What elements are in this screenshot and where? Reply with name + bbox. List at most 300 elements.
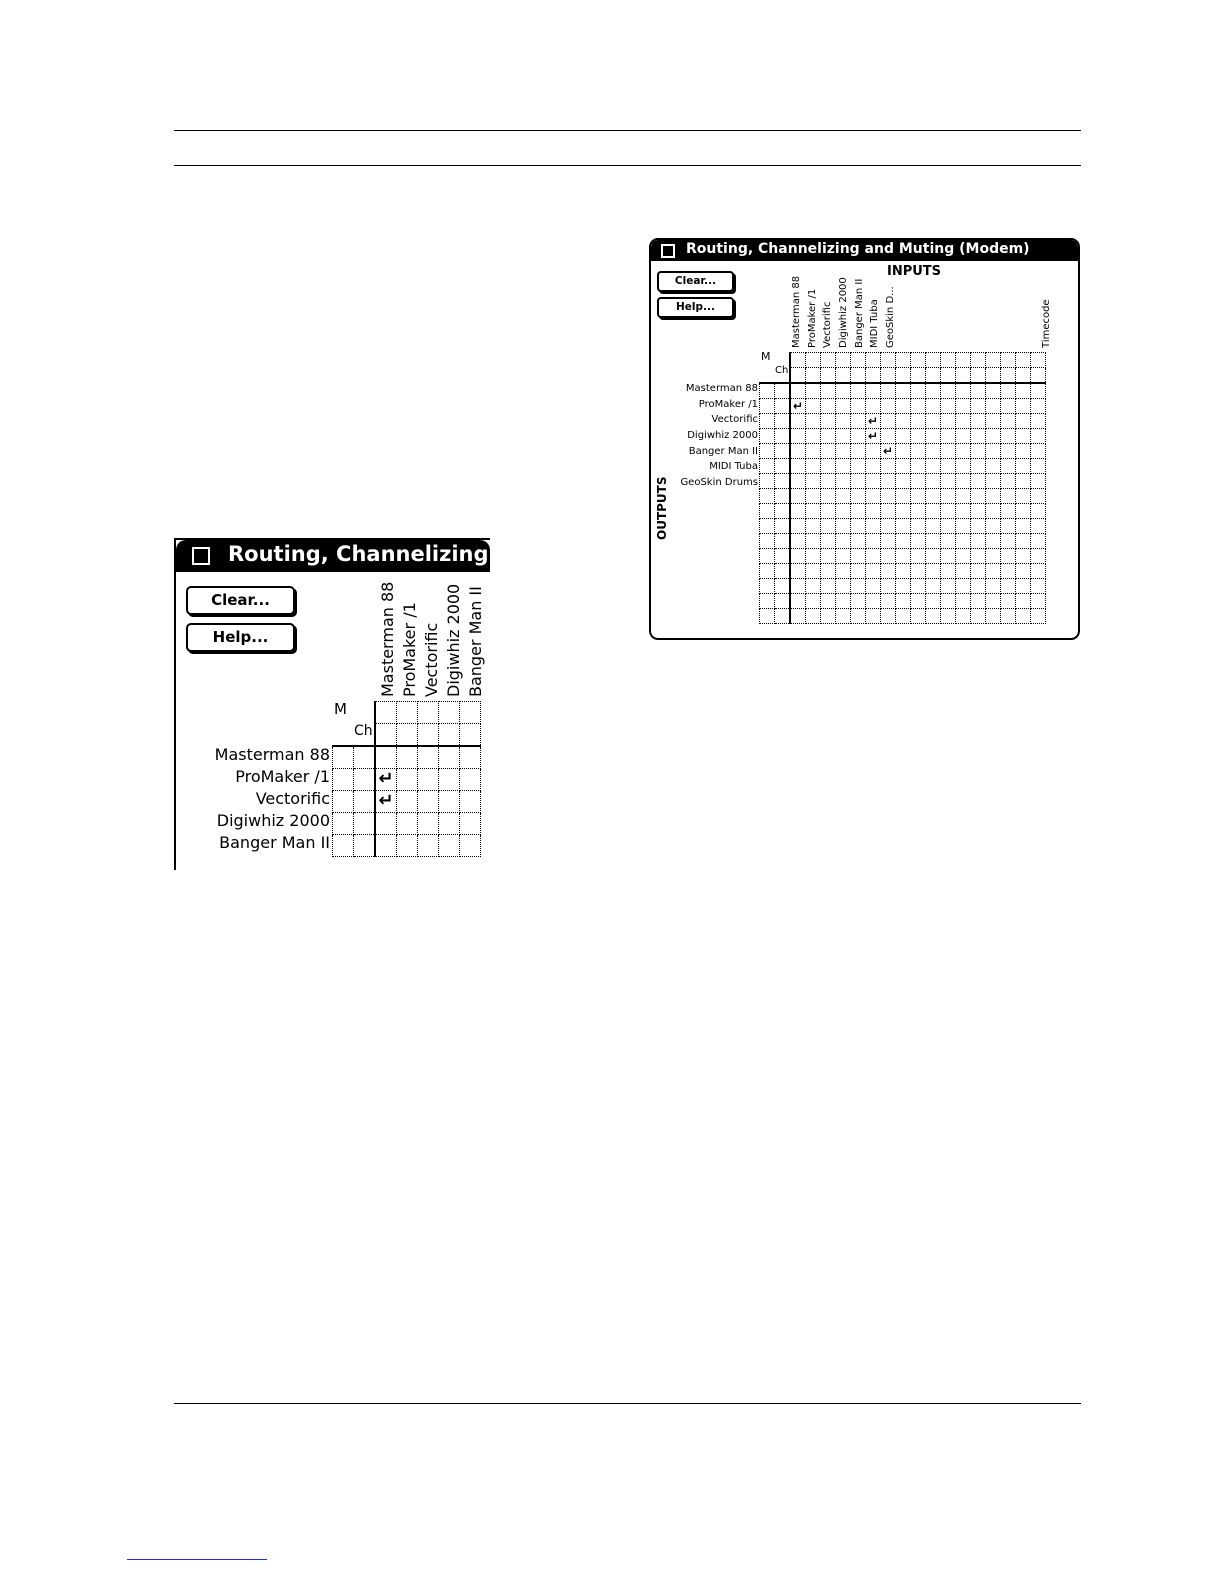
matrix-cell[interactable] (760, 459, 775, 474)
matrix-cell[interactable] (806, 564, 821, 579)
matrix-cell[interactable] (926, 489, 941, 504)
matrix-cell[interactable] (986, 353, 1001, 368)
matrix-cell[interactable] (896, 564, 911, 579)
close-box-icon[interactable] (661, 244, 675, 258)
close-box-icon[interactable] (192, 547, 210, 565)
matrix-cell[interactable] (790, 564, 806, 579)
matrix-cell[interactable] (836, 474, 851, 489)
matrix-cell[interactable] (881, 534, 896, 549)
window-titlebar[interactable] (651, 240, 1078, 261)
matrix-cell[interactable] (1001, 399, 1016, 414)
matrix-cell[interactable] (1031, 353, 1046, 368)
matrix-cell[interactable] (790, 383, 806, 399)
matrix-cell[interactable] (941, 609, 956, 624)
matrix-cell[interactable] (821, 579, 836, 594)
matrix-cell[interactable] (851, 534, 866, 549)
matrix-cell[interactable] (911, 489, 926, 504)
matrix-cell[interactable] (775, 564, 791, 579)
matrix-cell[interactable] (896, 368, 911, 384)
matrix-cell[interactable] (926, 429, 941, 444)
matrix-cell[interactable] (881, 429, 896, 444)
matrix-cell[interactable] (866, 504, 881, 519)
matrix-cell[interactable] (775, 609, 791, 624)
matrix-cell[interactable] (439, 746, 460, 769)
matrix-cell[interactable] (775, 459, 791, 474)
matrix-cell[interactable] (911, 549, 926, 564)
matrix-cell[interactable] (1001, 368, 1016, 384)
matrix-cell[interactable] (790, 399, 806, 414)
matrix-cell[interactable] (375, 791, 397, 813)
matrix-cell[interactable] (439, 791, 460, 813)
matrix-cell[interactable] (926, 383, 941, 399)
matrix-cell[interactable] (354, 835, 376, 857)
matrix-cell[interactable] (1001, 489, 1016, 504)
matrix-cell[interactable] (941, 519, 956, 534)
matrix-cell[interactable] (911, 353, 926, 368)
matrix-cell[interactable] (1016, 534, 1031, 549)
matrix-cell[interactable] (775, 414, 791, 429)
matrix-cell[interactable] (1001, 594, 1016, 609)
matrix-cell[interactable] (896, 579, 911, 594)
matrix-cell[interactable] (971, 429, 986, 444)
matrix-cell[interactable] (926, 474, 941, 489)
matrix-cell[interactable] (1016, 594, 1031, 609)
matrix-cell[interactable] (971, 579, 986, 594)
matrix-cell[interactable] (806, 444, 821, 459)
matrix-cell[interactable] (881, 459, 896, 474)
matrix-cell[interactable] (836, 459, 851, 474)
matrix-cell[interactable] (1031, 399, 1046, 414)
matrix-cell[interactable] (836, 519, 851, 534)
matrix-cell[interactable] (775, 519, 791, 534)
matrix-cell[interactable] (941, 534, 956, 549)
matrix-cell[interactable] (851, 444, 866, 459)
matrix-cell[interactable] (941, 489, 956, 504)
matrix-cell[interactable] (1016, 459, 1031, 474)
matrix-cell[interactable] (821, 399, 836, 414)
matrix-cell[interactable] (1001, 579, 1016, 594)
matrix-cell[interactable] (911, 383, 926, 399)
matrix-cell[interactable] (926, 519, 941, 534)
matrix-cell[interactable] (821, 489, 836, 504)
matrix-cell[interactable] (821, 429, 836, 444)
matrix-cell[interactable] (971, 474, 986, 489)
matrix-cell[interactable] (1016, 549, 1031, 564)
matrix-cell[interactable] (971, 534, 986, 549)
matrix-cell[interactable] (821, 353, 836, 368)
matrix-cell[interactable] (439, 769, 460, 791)
matrix-cell[interactable] (926, 594, 941, 609)
matrix-cell[interactable] (775, 504, 791, 519)
matrix-cell[interactable] (941, 383, 956, 399)
matrix-cell[interactable] (866, 414, 881, 429)
matrix-cell[interactable] (866, 564, 881, 579)
matrix-cell[interactable] (1001, 444, 1016, 459)
matrix-cell[interactable] (460, 746, 481, 769)
matrix-cell[interactable] (1016, 504, 1031, 519)
matrix-cell[interactable] (1001, 564, 1016, 579)
matrix-cell[interactable] (418, 724, 439, 747)
matrix-cell[interactable] (1031, 474, 1046, 489)
matrix-cell[interactable] (866, 549, 881, 564)
matrix-cell[interactable] (354, 746, 376, 769)
matrix-cell[interactable] (806, 383, 821, 399)
matrix-cell[interactable] (775, 474, 791, 489)
matrix-cell[interactable] (986, 399, 1001, 414)
matrix-cell[interactable] (1016, 564, 1031, 579)
matrix-cell[interactable] (986, 519, 1001, 534)
matrix-cell[interactable] (775, 534, 791, 549)
matrix-cell[interactable] (333, 746, 354, 769)
matrix-cell[interactable] (866, 459, 881, 474)
matrix-cell[interactable] (760, 564, 775, 579)
matrix-cell[interactable] (866, 429, 881, 444)
matrix-cell[interactable] (881, 579, 896, 594)
matrix-cell[interactable] (397, 702, 418, 724)
matrix-cell[interactable] (836, 444, 851, 459)
matrix-cell[interactable] (941, 474, 956, 489)
matrix-cell[interactable] (439, 724, 460, 747)
matrix-cell[interactable] (790, 609, 806, 624)
matrix-cell[interactable] (881, 504, 896, 519)
matrix-cell[interactable] (956, 368, 971, 384)
matrix-cell[interactable] (1016, 429, 1031, 444)
matrix-cell[interactable] (986, 564, 1001, 579)
matrix-cell[interactable] (956, 399, 971, 414)
matrix-cell[interactable] (821, 444, 836, 459)
matrix-cell[interactable] (851, 564, 866, 579)
matrix-cell[interactable] (986, 549, 1001, 564)
matrix-cell[interactable] (821, 549, 836, 564)
matrix-cell[interactable] (956, 429, 971, 444)
matrix-cell[interactable] (1031, 519, 1046, 534)
matrix-cell[interactable] (896, 414, 911, 429)
matrix-cell[interactable] (956, 383, 971, 399)
matrix-cell[interactable] (941, 429, 956, 444)
matrix-cell[interactable] (926, 353, 941, 368)
matrix-cell[interactable] (1016, 414, 1031, 429)
matrix-cell[interactable] (397, 769, 418, 791)
matrix-cell[interactable] (941, 549, 956, 564)
matrix-cell[interactable] (866, 474, 881, 489)
matrix-cell[interactable] (418, 746, 439, 769)
matrix-cell[interactable] (986, 534, 1001, 549)
matrix-cell[interactable] (790, 579, 806, 594)
matrix-cell[interactable] (460, 702, 481, 724)
matrix-cell[interactable] (896, 609, 911, 624)
matrix-cell[interactable] (971, 549, 986, 564)
matrix-cell[interactable] (1031, 414, 1046, 429)
matrix-cell[interactable] (926, 444, 941, 459)
matrix-cell[interactable] (460, 791, 481, 813)
matrix-cell[interactable] (866, 594, 881, 609)
matrix-cell[interactable] (375, 769, 397, 791)
matrix-cell[interactable] (790, 444, 806, 459)
matrix-cell[interactable] (397, 791, 418, 813)
matrix-cell[interactable] (941, 579, 956, 594)
matrix-cell[interactable] (926, 459, 941, 474)
matrix-cell[interactable] (971, 399, 986, 414)
matrix-cell[interactable] (836, 579, 851, 594)
matrix-cell[interactable] (460, 813, 481, 835)
matrix-cell[interactable] (851, 489, 866, 504)
matrix-cell[interactable] (1001, 414, 1016, 429)
matrix-cell[interactable] (806, 429, 821, 444)
matrix-cell[interactable] (986, 383, 1001, 399)
matrix-cell[interactable] (439, 835, 460, 857)
matrix-cell[interactable] (775, 489, 791, 504)
matrix-cell[interactable] (821, 368, 836, 384)
clear-button[interactable]: Clear... (657, 271, 734, 292)
matrix-cell[interactable] (333, 813, 354, 835)
matrix-cell[interactable] (836, 383, 851, 399)
matrix-cell[interactable] (851, 353, 866, 368)
matrix-cell[interactable] (760, 444, 775, 459)
matrix-cell[interactable] (821, 594, 836, 609)
matrix-cell[interactable] (971, 353, 986, 368)
matrix-cell[interactable] (926, 368, 941, 384)
matrix-cell[interactable] (911, 579, 926, 594)
matrix-cell[interactable] (956, 579, 971, 594)
matrix-cell[interactable] (790, 594, 806, 609)
matrix-cell[interactable] (986, 414, 1001, 429)
matrix-cell[interactable] (911, 474, 926, 489)
matrix-cell[interactable] (375, 702, 397, 724)
matrix-cell[interactable] (821, 474, 836, 489)
matrix-cell[interactable] (375, 835, 397, 857)
matrix-cell[interactable] (926, 549, 941, 564)
matrix-cell[interactable] (881, 383, 896, 399)
matrix-cell[interactable] (941, 594, 956, 609)
matrix-cell[interactable] (851, 368, 866, 384)
matrix-cell[interactable] (775, 594, 791, 609)
matrix-cell[interactable] (760, 489, 775, 504)
matrix-cell[interactable] (896, 399, 911, 414)
matrix-cell[interactable] (956, 489, 971, 504)
matrix-cell[interactable] (971, 414, 986, 429)
matrix-cell[interactable] (1031, 489, 1046, 504)
matrix-cell[interactable] (806, 579, 821, 594)
matrix-cell[interactable] (1031, 368, 1046, 384)
matrix-cell[interactable] (760, 414, 775, 429)
matrix-cell[interactable] (971, 444, 986, 459)
matrix-cell[interactable] (375, 724, 397, 747)
matrix-cell[interactable] (881, 594, 896, 609)
matrix-cell[interactable] (1001, 609, 1016, 624)
matrix-cell[interactable] (418, 702, 439, 724)
matrix-cell[interactable] (821, 414, 836, 429)
matrix-cell[interactable] (896, 353, 911, 368)
matrix-cell[interactable] (354, 769, 376, 791)
matrix-cell[interactable] (956, 594, 971, 609)
matrix-cell[interactable] (806, 414, 821, 429)
matrix-cell[interactable] (851, 594, 866, 609)
matrix-cell[interactable] (986, 368, 1001, 384)
matrix-cell[interactable] (956, 459, 971, 474)
matrix-cell[interactable] (941, 564, 956, 579)
matrix-cell[interactable] (926, 609, 941, 624)
matrix-cell[interactable] (881, 564, 896, 579)
matrix-cell[interactable] (821, 609, 836, 624)
matrix-cell[interactable] (836, 489, 851, 504)
matrix-cell[interactable] (836, 429, 851, 444)
matrix-cell[interactable] (821, 564, 836, 579)
matrix-cell[interactable] (941, 414, 956, 429)
matrix-cell[interactable] (1031, 429, 1046, 444)
matrix-cell[interactable] (881, 444, 896, 459)
matrix-cell[interactable] (1016, 609, 1031, 624)
matrix-cell[interactable] (836, 549, 851, 564)
matrix-cell[interactable] (806, 519, 821, 534)
matrix-cell[interactable] (971, 459, 986, 474)
matrix-cell[interactable] (1031, 444, 1046, 459)
matrix-cell[interactable] (896, 429, 911, 444)
matrix-cell[interactable] (775, 429, 791, 444)
matrix-cell[interactable] (760, 429, 775, 444)
matrix-cell[interactable] (866, 609, 881, 624)
matrix-cell[interactable] (896, 504, 911, 519)
matrix-cell[interactable] (1016, 519, 1031, 534)
matrix-cell[interactable] (1031, 549, 1046, 564)
matrix-cell[interactable] (821, 504, 836, 519)
matrix-cell[interactable] (941, 399, 956, 414)
matrix-cell[interactable] (941, 459, 956, 474)
matrix-cell[interactable] (896, 474, 911, 489)
matrix-cell[interactable] (986, 609, 1001, 624)
matrix-cell[interactable] (354, 813, 376, 835)
matrix-cell[interactable] (866, 519, 881, 534)
matrix-cell[interactable] (790, 414, 806, 429)
matrix-cell[interactable] (821, 459, 836, 474)
matrix-cell[interactable] (911, 534, 926, 549)
matrix-cell[interactable] (881, 399, 896, 414)
matrix-cell[interactable] (956, 534, 971, 549)
matrix-cell[interactable] (1031, 594, 1046, 609)
matrix-cell[interactable] (851, 609, 866, 624)
matrix-cell[interactable] (971, 489, 986, 504)
matrix-cell[interactable] (926, 534, 941, 549)
matrix-cell[interactable] (1016, 368, 1031, 384)
matrix-cell[interactable] (1016, 444, 1031, 459)
matrix-cell[interactable] (866, 353, 881, 368)
matrix-cell[interactable] (1016, 399, 1031, 414)
matrix-cell[interactable] (881, 489, 896, 504)
matrix-cell[interactable] (375, 813, 397, 835)
matrix-cell[interactable] (926, 504, 941, 519)
matrix-cell[interactable] (956, 353, 971, 368)
matrix-cell[interactable] (1001, 353, 1016, 368)
matrix-cell[interactable] (896, 383, 911, 399)
matrix-cell[interactable] (1001, 504, 1016, 519)
matrix-cell[interactable] (790, 459, 806, 474)
matrix-cell[interactable] (911, 399, 926, 414)
matrix-cell[interactable] (881, 414, 896, 429)
matrix-cell[interactable] (851, 579, 866, 594)
matrix-cell[interactable] (760, 609, 775, 624)
matrix-cell[interactable] (775, 549, 791, 564)
matrix-cell[interactable] (986, 504, 1001, 519)
matrix-cell[interactable] (866, 579, 881, 594)
matrix-cell[interactable] (375, 746, 397, 769)
matrix-cell[interactable] (1001, 534, 1016, 549)
matrix-cell[interactable] (760, 549, 775, 564)
matrix-cell[interactable] (460, 769, 481, 791)
matrix-cell[interactable] (971, 594, 986, 609)
matrix-cell[interactable] (941, 444, 956, 459)
matrix-cell[interactable] (911, 594, 926, 609)
matrix-cell[interactable] (1001, 459, 1016, 474)
matrix-cell[interactable] (941, 504, 956, 519)
matrix-cell[interactable] (896, 519, 911, 534)
matrix-cell[interactable] (775, 579, 791, 594)
matrix-cell[interactable] (806, 609, 821, 624)
matrix-cell[interactable] (851, 459, 866, 474)
matrix-cell[interactable] (1031, 534, 1046, 549)
matrix-cell[interactable] (836, 534, 851, 549)
matrix-cell[interactable] (911, 519, 926, 534)
matrix-cell[interactable] (1001, 383, 1016, 399)
matrix-cell[interactable] (775, 399, 791, 414)
matrix-cell[interactable] (1001, 549, 1016, 564)
matrix-cell[interactable] (790, 353, 806, 368)
help-button[interactable]: Help... (657, 297, 734, 318)
matrix-cell[interactable] (806, 353, 821, 368)
matrix-cell[interactable] (881, 368, 896, 384)
matrix-cell[interactable] (1031, 383, 1046, 399)
matrix-cell[interactable] (806, 504, 821, 519)
matrix-cell[interactable] (418, 835, 439, 857)
matrix-cell[interactable] (866, 534, 881, 549)
matrix-cell[interactable] (881, 519, 896, 534)
matrix-cell[interactable] (866, 489, 881, 504)
matrix-cell[interactable] (418, 769, 439, 791)
matrix-cell[interactable] (775, 444, 791, 459)
matrix-cell[interactable] (971, 609, 986, 624)
matrix-cell[interactable] (911, 564, 926, 579)
matrix-cell[interactable] (1016, 489, 1031, 504)
matrix-cell[interactable] (956, 414, 971, 429)
matrix-cell[interactable] (941, 368, 956, 384)
matrix-cell[interactable] (790, 368, 806, 384)
matrix-cell[interactable] (790, 474, 806, 489)
matrix-cell[interactable] (790, 519, 806, 534)
matrix-cell[interactable] (986, 579, 1001, 594)
matrix-cell[interactable] (971, 368, 986, 384)
matrix-cell[interactable] (760, 504, 775, 519)
matrix-cell[interactable] (866, 368, 881, 384)
matrix-cell[interactable] (911, 459, 926, 474)
matrix-cell[interactable] (760, 383, 775, 399)
matrix-cell[interactable] (460, 835, 481, 857)
matrix-cell[interactable] (956, 444, 971, 459)
matrix-cell[interactable] (397, 835, 418, 857)
matrix-cell[interactable] (851, 474, 866, 489)
matrix-cell[interactable] (971, 519, 986, 534)
matrix-cell[interactable] (1031, 504, 1046, 519)
matrix-cell[interactable] (821, 519, 836, 534)
matrix-cell[interactable] (851, 383, 866, 399)
matrix-cell[interactable] (760, 399, 775, 414)
matrix-cell[interactable] (926, 564, 941, 579)
matrix-cell[interactable] (460, 724, 481, 747)
matrix-cell[interactable] (896, 534, 911, 549)
matrix-cell[interactable] (836, 368, 851, 384)
matrix-cell[interactable] (851, 429, 866, 444)
matrix-cell[interactable] (881, 549, 896, 564)
matrix-cell[interactable] (354, 791, 376, 813)
matrix-cell[interactable] (760, 534, 775, 549)
matrix-cell[interactable] (896, 444, 911, 459)
